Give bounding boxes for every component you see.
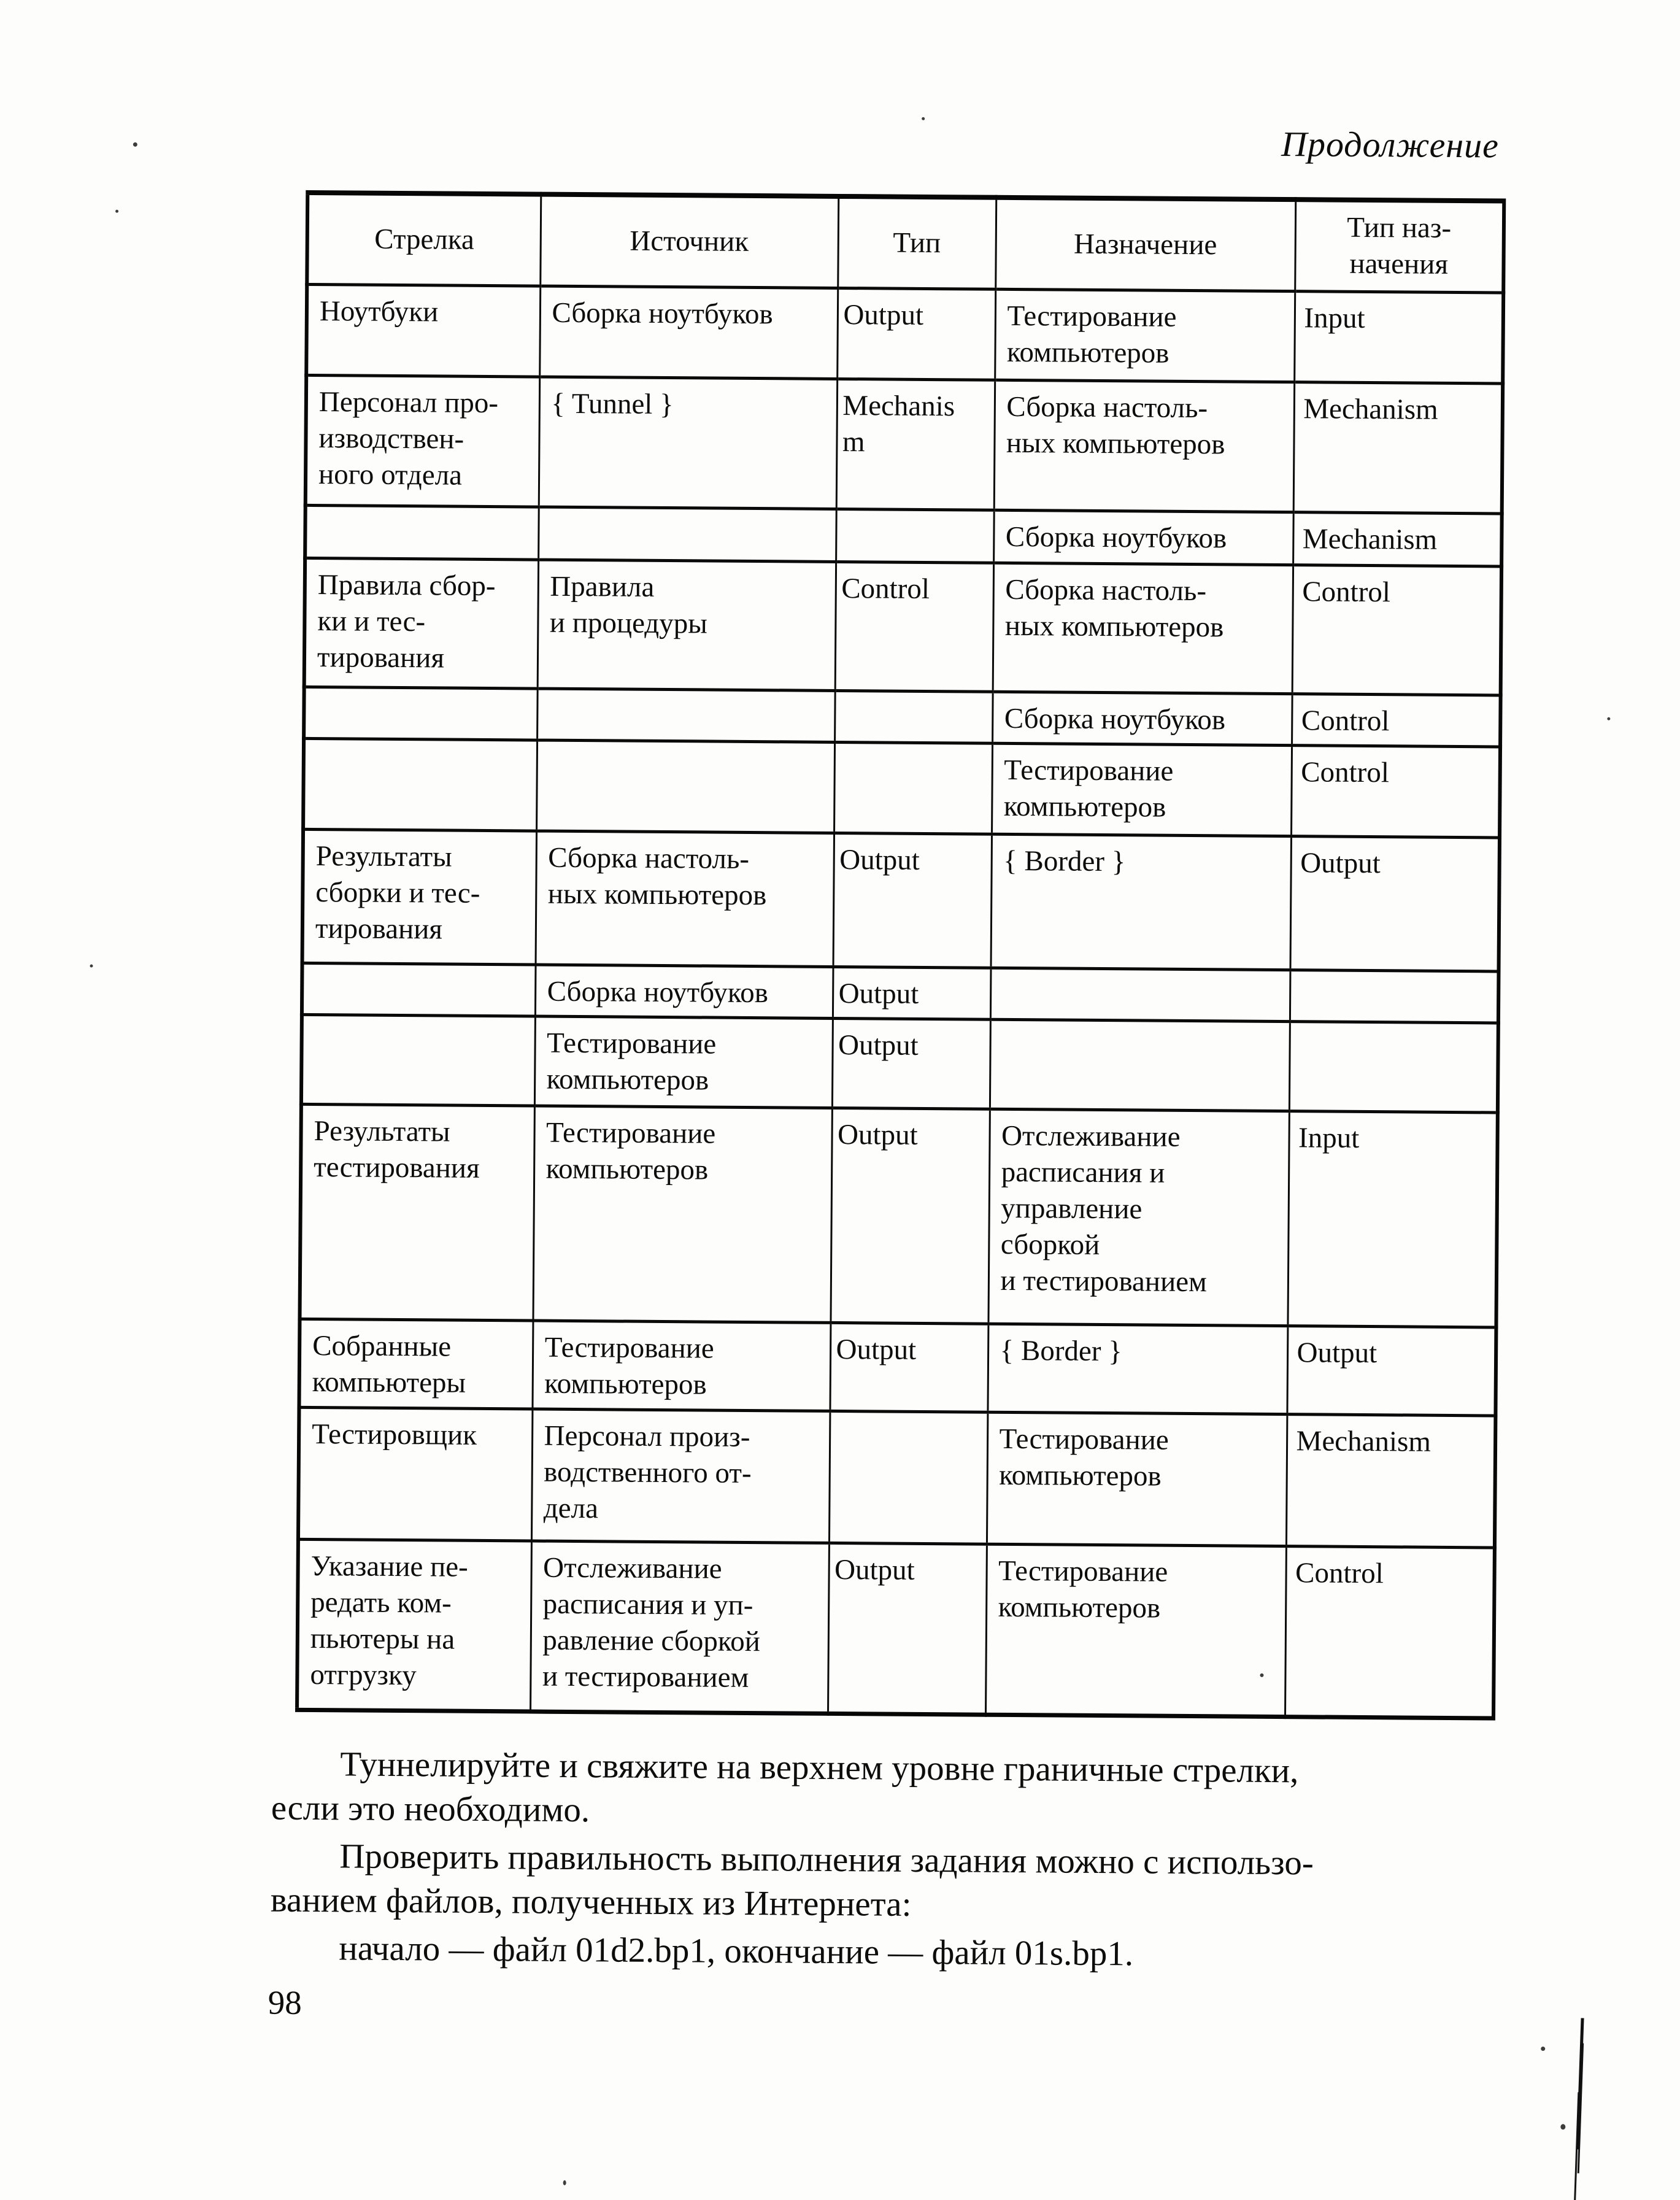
table-cell: Тестирование компьютеров (534, 1016, 833, 1108)
table-cell (1290, 970, 1499, 1022)
table-cell: Mechanism (1286, 1414, 1495, 1547)
scan-speck (563, 2180, 566, 2185)
paragraph: начало — файл 01d2.bp1, окончание — файл 01s.bp1. (339, 1929, 1134, 1974)
scan-speck (922, 117, 925, 120)
continuation-label: Продолжение (1281, 124, 1500, 166)
table-cell: Персонал произ- водственного от- дела (531, 1409, 830, 1543)
table-cell: Сборка настоль- ных компьютеров (536, 831, 834, 967)
table-cell: Сборка ноутбуков (992, 692, 1292, 745)
table-cell: Output (1290, 836, 1500, 971)
table-row (299, 1104, 1497, 1327)
table-cell: { Border } (987, 1324, 1287, 1414)
table-cell: Control (1291, 745, 1500, 837)
table-cell: Сборка настоль- ных компьютеров (994, 380, 1294, 512)
table-cell: Output (830, 1108, 989, 1324)
column-header-arrow: Стрелка (307, 193, 541, 286)
table-cell: Сборка ноутбуков (535, 965, 833, 1018)
table-cell: { Border } (991, 834, 1292, 970)
table-row (297, 1539, 1495, 1718)
table-cell: Тестирование компьютеров (533, 1106, 831, 1322)
table-cell: Сборка ноутбуков (993, 510, 1293, 565)
table-cell (304, 687, 538, 740)
table-row (299, 1319, 1496, 1416)
table-cell: Результаты сборки и тес- тирования (302, 829, 537, 965)
table-cell: Тестирование компьютеров (532, 1321, 830, 1411)
table-cell (990, 1019, 1290, 1111)
table-cell: Control (835, 562, 993, 692)
table-cell: Output (833, 967, 991, 1019)
table-cell: Control (1292, 565, 1501, 695)
scan-speck (1607, 717, 1610, 720)
arrow-table-body (297, 284, 1503, 1718)
table-cell (302, 963, 536, 1016)
scan-speck (1260, 1673, 1263, 1677)
table-cell: Собранные компьютеры (299, 1319, 533, 1409)
table-cell (537, 689, 835, 742)
table-cell: Сборка ноутбуков (539, 286, 838, 379)
table-cell (836, 509, 994, 563)
table-cell: Mechanism (1293, 512, 1502, 566)
table-cell: Output (832, 1018, 990, 1109)
scan-speck (115, 210, 118, 213)
table-cell: Ноутбуки (306, 284, 540, 377)
scan-speck (1560, 2124, 1565, 2129)
table-cell (1289, 1021, 1498, 1112)
table-cell: Input (1294, 291, 1503, 383)
table-row (306, 284, 1503, 384)
table-cell: Mechanis m (836, 379, 995, 510)
table-cell (303, 738, 537, 831)
table-cell: Output (828, 1543, 987, 1715)
table-cell: Тестирование компьютеров (995, 289, 1295, 382)
table-cell: Output (833, 833, 992, 968)
scan-speck (133, 142, 137, 147)
table-cell: Тестирование компьютеров (985, 1544, 1286, 1716)
table-row (302, 963, 1499, 1023)
table-row (301, 1014, 1498, 1113)
table-cell (538, 507, 836, 562)
table-cell: Output (837, 288, 995, 380)
arrow-table (295, 190, 1506, 1720)
table-row (303, 738, 1500, 838)
column-header-type: Тип (838, 196, 996, 289)
table-cell: Указание пе- редать ком- пьютеры на отгрузку (297, 1539, 531, 1712)
paragraph: Проверить правильность выполнения задания можно с использо- ванием файлов, полученных из Интернета: (270, 1837, 1314, 1924)
table-cell: Control (1292, 693, 1501, 746)
arrow-table-header (307, 193, 1504, 293)
paragraph: Туннелируйте и свяжите на верхнем уровне граничные стрелки, если это необходимо. (271, 1745, 1299, 1830)
table-cell (305, 505, 539, 560)
table-cell (990, 968, 1290, 1021)
table-cell (536, 740, 834, 833)
table-cell: Отслеживание расписания и уп- равление сборкой и тестированием (530, 1541, 829, 1713)
table-cell: Результаты тестирования (299, 1104, 534, 1321)
table-row (305, 505, 1502, 566)
table-row (306, 375, 1503, 514)
table-cell: Персонал про- изводствен- ного отдела (306, 375, 539, 507)
table-cell: Mechanism (1293, 382, 1503, 513)
table-cell: Output (830, 1322, 988, 1412)
table-cell: Правила сбор- ки и тес- тирования (304, 558, 538, 689)
scan-speck (90, 964, 93, 967)
header-row (307, 193, 1504, 293)
table-row (304, 687, 1501, 747)
table-cell: Тестировщик (298, 1407, 532, 1541)
column-header-source: Источник (540, 195, 838, 288)
table-cell (301, 1014, 535, 1106)
table-cell: Output (1287, 1326, 1496, 1415)
table-cell (834, 742, 992, 834)
table-cell (834, 690, 993, 743)
column-header-destination: Назначение (995, 198, 1295, 291)
table-row (302, 829, 1500, 971)
table-cell: Сборка настоль- ных компьютеров (993, 563, 1293, 693)
table-cell (829, 1411, 987, 1544)
page-number: 98 (268, 1983, 302, 2021)
column-header-destination-type: Тип наз- начения (1295, 199, 1504, 292)
table-cell: Input (1287, 1111, 1497, 1327)
table-cell: Тестирование компьютеров (992, 743, 1292, 836)
table-cell: Правила и процедуры (538, 560, 836, 690)
table-row (298, 1407, 1495, 1548)
body-text (270, 1742, 1588, 1983)
table-cell: Тестирование компьютеров (987, 1412, 1287, 1546)
table-cell: Control (1285, 1546, 1495, 1718)
table-cell: { Tunnel } (539, 377, 837, 509)
scan-artifact-line (1576, 2018, 1584, 2149)
table-row (304, 558, 1501, 695)
scan-speck (1541, 2047, 1545, 2051)
table-cell: Отслеживание расписания и управление сборкой и тестированием (988, 1109, 1289, 1326)
